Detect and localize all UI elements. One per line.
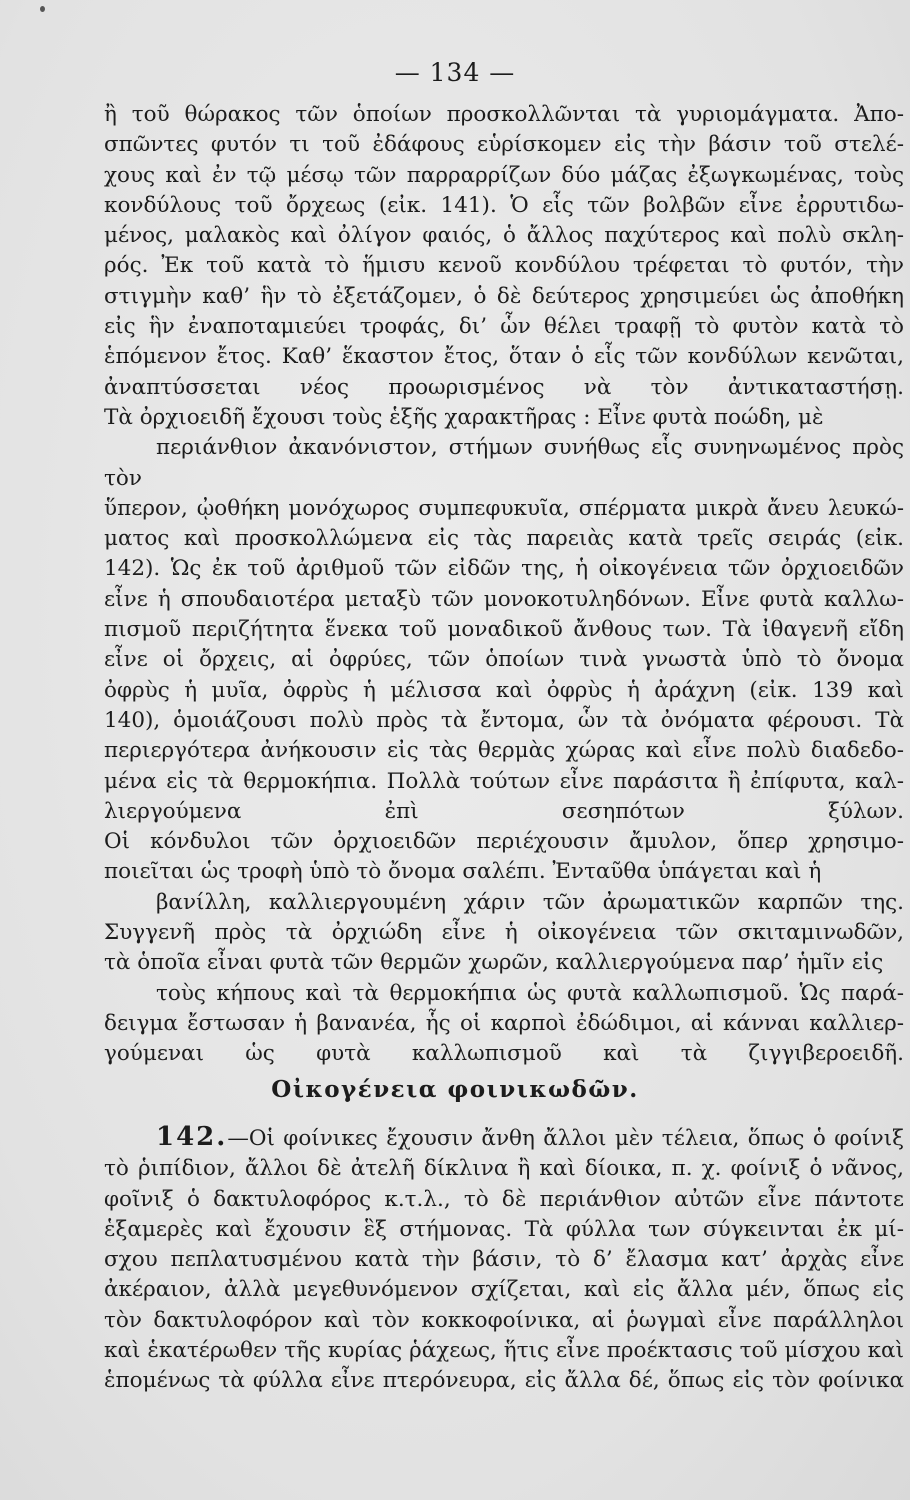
page-number: — 134 —: [394, 58, 516, 87]
text-line: ὀφρὺς ἡ μυῖα, ὀφρὺς ἡ μέλισσα καὶ ὀφρὺς ἡ ἀράχνη (εἰκ. 139 καὶ: [104, 677, 904, 703]
text-line: σχου πεπλατυσμένου κατὰ τὴν βάσιν, τὸ δ’ ἔλασμα κατ’ ἀρχὰς εἶνε: [104, 1247, 904, 1273]
text-line: τὸ ῥιπίδιον, ἄλλοι δὲ ἀτελῆ δίκλινα ἢ καὶ δίοικα, π. χ. φοίνιξ ὁ νᾶνος,: [104, 1156, 904, 1182]
paragraph-number: 142.: [156, 1122, 228, 1152]
text-line: 142). Ὡς ἐκ τοῦ ἀριθμοῦ τῶν εἰδῶν της, ἡ οἰκογένεια τῶν ὀρχιοειδῶν: [104, 556, 904, 582]
text-line: λιεργούμενα ἐπὶ σεσηπότων ξύλων.: [104, 798, 904, 824]
text-line: ἑπομένως τὰ φύλλα εἶνε πτερόνευρα, εἰς ἄλλα δέ, ὅπως εἰς τὸν φοίνικα: [104, 1368, 904, 1394]
text-line-rest: —Οἱ φοίνικες ἔχουσιν ἄνθη ἄλλοι μὲν τέλεια, ὅπως ὁ φοίνιξ: [227, 1126, 904, 1151]
text-line: ἑξαμερὲς καὶ ἔχουσιν ἓξ στήμονας. Τὰ φύλλα των σύγκεινται ἐκ μί-: [104, 1216, 904, 1242]
text-line: βανίλλη, καλλιεργουμένη χάριν τῶν ἀρωματικῶν καρπῶν της.: [156, 889, 904, 915]
text-line: ὕπερον, ᾠοθήκη μονόχωρος συμπεφυκυῖα, σπέρματα μικρὰ ἄνευ λευκώ-: [104, 495, 904, 521]
text-line: ποιεῖται ὡς τροφὴ ὑπὸ τὸ ὄνομα σαλέπι. Ἐνταῦθα ὑπάγεται καὶ ἡ: [104, 859, 822, 885]
text-line: Τὰ ὀρχιοειδῆ ἔχουσι τοὺς ἑξῆς χαρακτῆρας : Εἶνε φυτὰ ποώδη, μὲ: [104, 404, 824, 430]
text-line: κονδύλους τοῦ ὄρχεως (εἰκ. 141). Ὁ εἷς τῶν βολβῶν εἶνε ἐρρυτιδω-: [104, 192, 904, 218]
text-line: σπῶντες φυτόν τι τοῦ ἐδάφους εὑρίσκομεν εἰς τὴν βάσιν τοῦ στελέ-: [104, 132, 904, 158]
text-line: Οἱ κόνδυλοι τῶν ὀρχιοειδῶν περιέχουσιν ἄμυλον, ὅπερ χρησιμο-: [104, 829, 904, 855]
text-line: δειγμα ἔστωσαν ἡ βανανέα, ἧς οἱ καρποὶ ἐδώδιμοι, αἱ κάνναι καλλιερ-: [104, 1010, 904, 1036]
text-line: περιεργότερα ἀνήκουσιν εἰς τὰς θερμὰς χώρας καὶ εἶνε πολὺ διαδεδο-: [104, 738, 904, 764]
text-line: καὶ ἑκατέρωθεν τῆς κυρίας ῥάχεως, ἥτις εἶνε προέκτασις τοῦ μίσχου καὶ: [104, 1338, 904, 1364]
text-line: στιγμὴν καθ’ ἣν τὸ ἐξετάζομεν, ὁ δὲ δεύτερος χρησιμεύει ὡς ἀποθήκη: [104, 283, 904, 309]
section-text: [104, 1122, 904, 1397]
text-line: εἰς ἣν ἐναποταμιεύει τροφάς, δι’ ὧν θέλει τραφῇ τὸ φυτὸν κατὰ τὸ: [104, 314, 904, 340]
main-text: [104, 100, 904, 1070]
text-line: 140), ὁμοιάζουσι πολὺ πρὸς τὰ ἔντομα, ὧν τὰ ὀνόματα φέρουσι. Τὰ: [104, 707, 904, 733]
text-line: τὰ ὁποῖα εἶναι φυτὰ τῶν θερμῶν χωρῶν, καλλιεργούμενα παρ’ ἡμῖν εἰς: [104, 950, 884, 976]
text-line: περιάνθιον ἀκανόνιστον, στήμων συνήθως εἷς συνηνωμένος πρὸς τὸν: [104, 435, 904, 491]
text-line: χους καὶ ἐν τῷ μέσῳ τῶν παρραρρίζων δύο μάζας ἐξωγκωμένας, τοὺς: [104, 162, 904, 188]
text-line: Συγγενῆ πρὸς τὰ ὀρχιώδη εἶνε ἡ οἰκογένεια τῶν σκιταμινωδῶν,: [104, 920, 904, 946]
text-line: πισμοῦ περιζήτητα ἕνεκα τοῦ μοναδικοῦ ἄνθους των. Τὰ ἰθαγενῆ εἴδη: [104, 617, 904, 643]
text-line: ἀναπτύσσεται νέος προωρισμένος νὰ τὸν ἀντικαταστήσῃ.: [104, 374, 904, 400]
text-line: τοὺς κήπους καὶ τὰ θερμοκήπια ὡς φυτὰ καλλωπισμοῦ. Ὡς παρά-: [156, 980, 904, 1006]
text-line: φοῖνιξ ὁ δακτυλοφόρος κ.τ.λ., τὸ δὲ περιάνθιον αὐτῶν εἶνε πάντοτε: [104, 1186, 904, 1212]
text-line: γούμεναι ὡς φυτὰ καλλωπισμοῦ καὶ τὰ ζιγγιβεροειδῆ.: [104, 1041, 904, 1067]
section-heading: Οἰκογένεια φοινικωδῶν.: [271, 1076, 639, 1103]
text-line: μένα εἰς τὰ θερμοκήπια. Πολλὰ τούτων εἶνε παράσιτα ἢ ἐπίφυτα, καλ-: [104, 768, 904, 794]
text-line: ρός. Ἐκ τοῦ κατὰ τὸ ἥμισυ κενοῦ κονδύλου τρέφεται τὸ φυτόν, τὴν: [104, 253, 904, 279]
scan-speck: [40, 6, 45, 12]
text-line: εἶνε οἱ ὄρχεις, αἱ ὀφρύες, τῶν ὁποίων τινὰ γνωστὰ ὑπὸ τὸ ὄνομα: [104, 647, 904, 673]
text-line: [104, 1122, 904, 1154]
text-line: τὸν δακτυλοφόρον καὶ τὸν κοκκοφοίνικα, αἱ ῥωγμαὶ εἶνε παράλληλοι: [104, 1307, 904, 1333]
text-line: ἢ τοῦ θώρακος τῶν ὁποίων προσκολλῶνται τὰ γυριομάγματα. Ἀπο-: [104, 102, 904, 127]
text-line: εἶνε ἡ σπουδαιοτέρα μεταξὺ τῶν μονοκοτυληδόνων. Εἶνε φυτὰ καλλω-: [104, 586, 904, 612]
text-line: ἑπόμενον ἔτος. Καθ’ ἕκαστον ἔτος, ὅταν ὁ εἷς τῶν κονδύλων κενῶται,: [104, 344, 904, 370]
text-line: μένος, μαλακὸς καὶ ὀλίγον φαιός, ὁ ἄλλος παχύτερος καὶ πολὺ σκλη-: [104, 223, 904, 249]
text-line: ἀκέραιον, ἀλλὰ μεγεθυνόμενον σχίζεται, καὶ εἰς ἄλλα μέν, ὅπως εἰς: [104, 1277, 904, 1303]
text-line: ματος καὶ προσκολλώμενα εἰς τὰς παρειὰς κατὰ τρεῖς σειράς (εἰκ.: [104, 526, 904, 552]
